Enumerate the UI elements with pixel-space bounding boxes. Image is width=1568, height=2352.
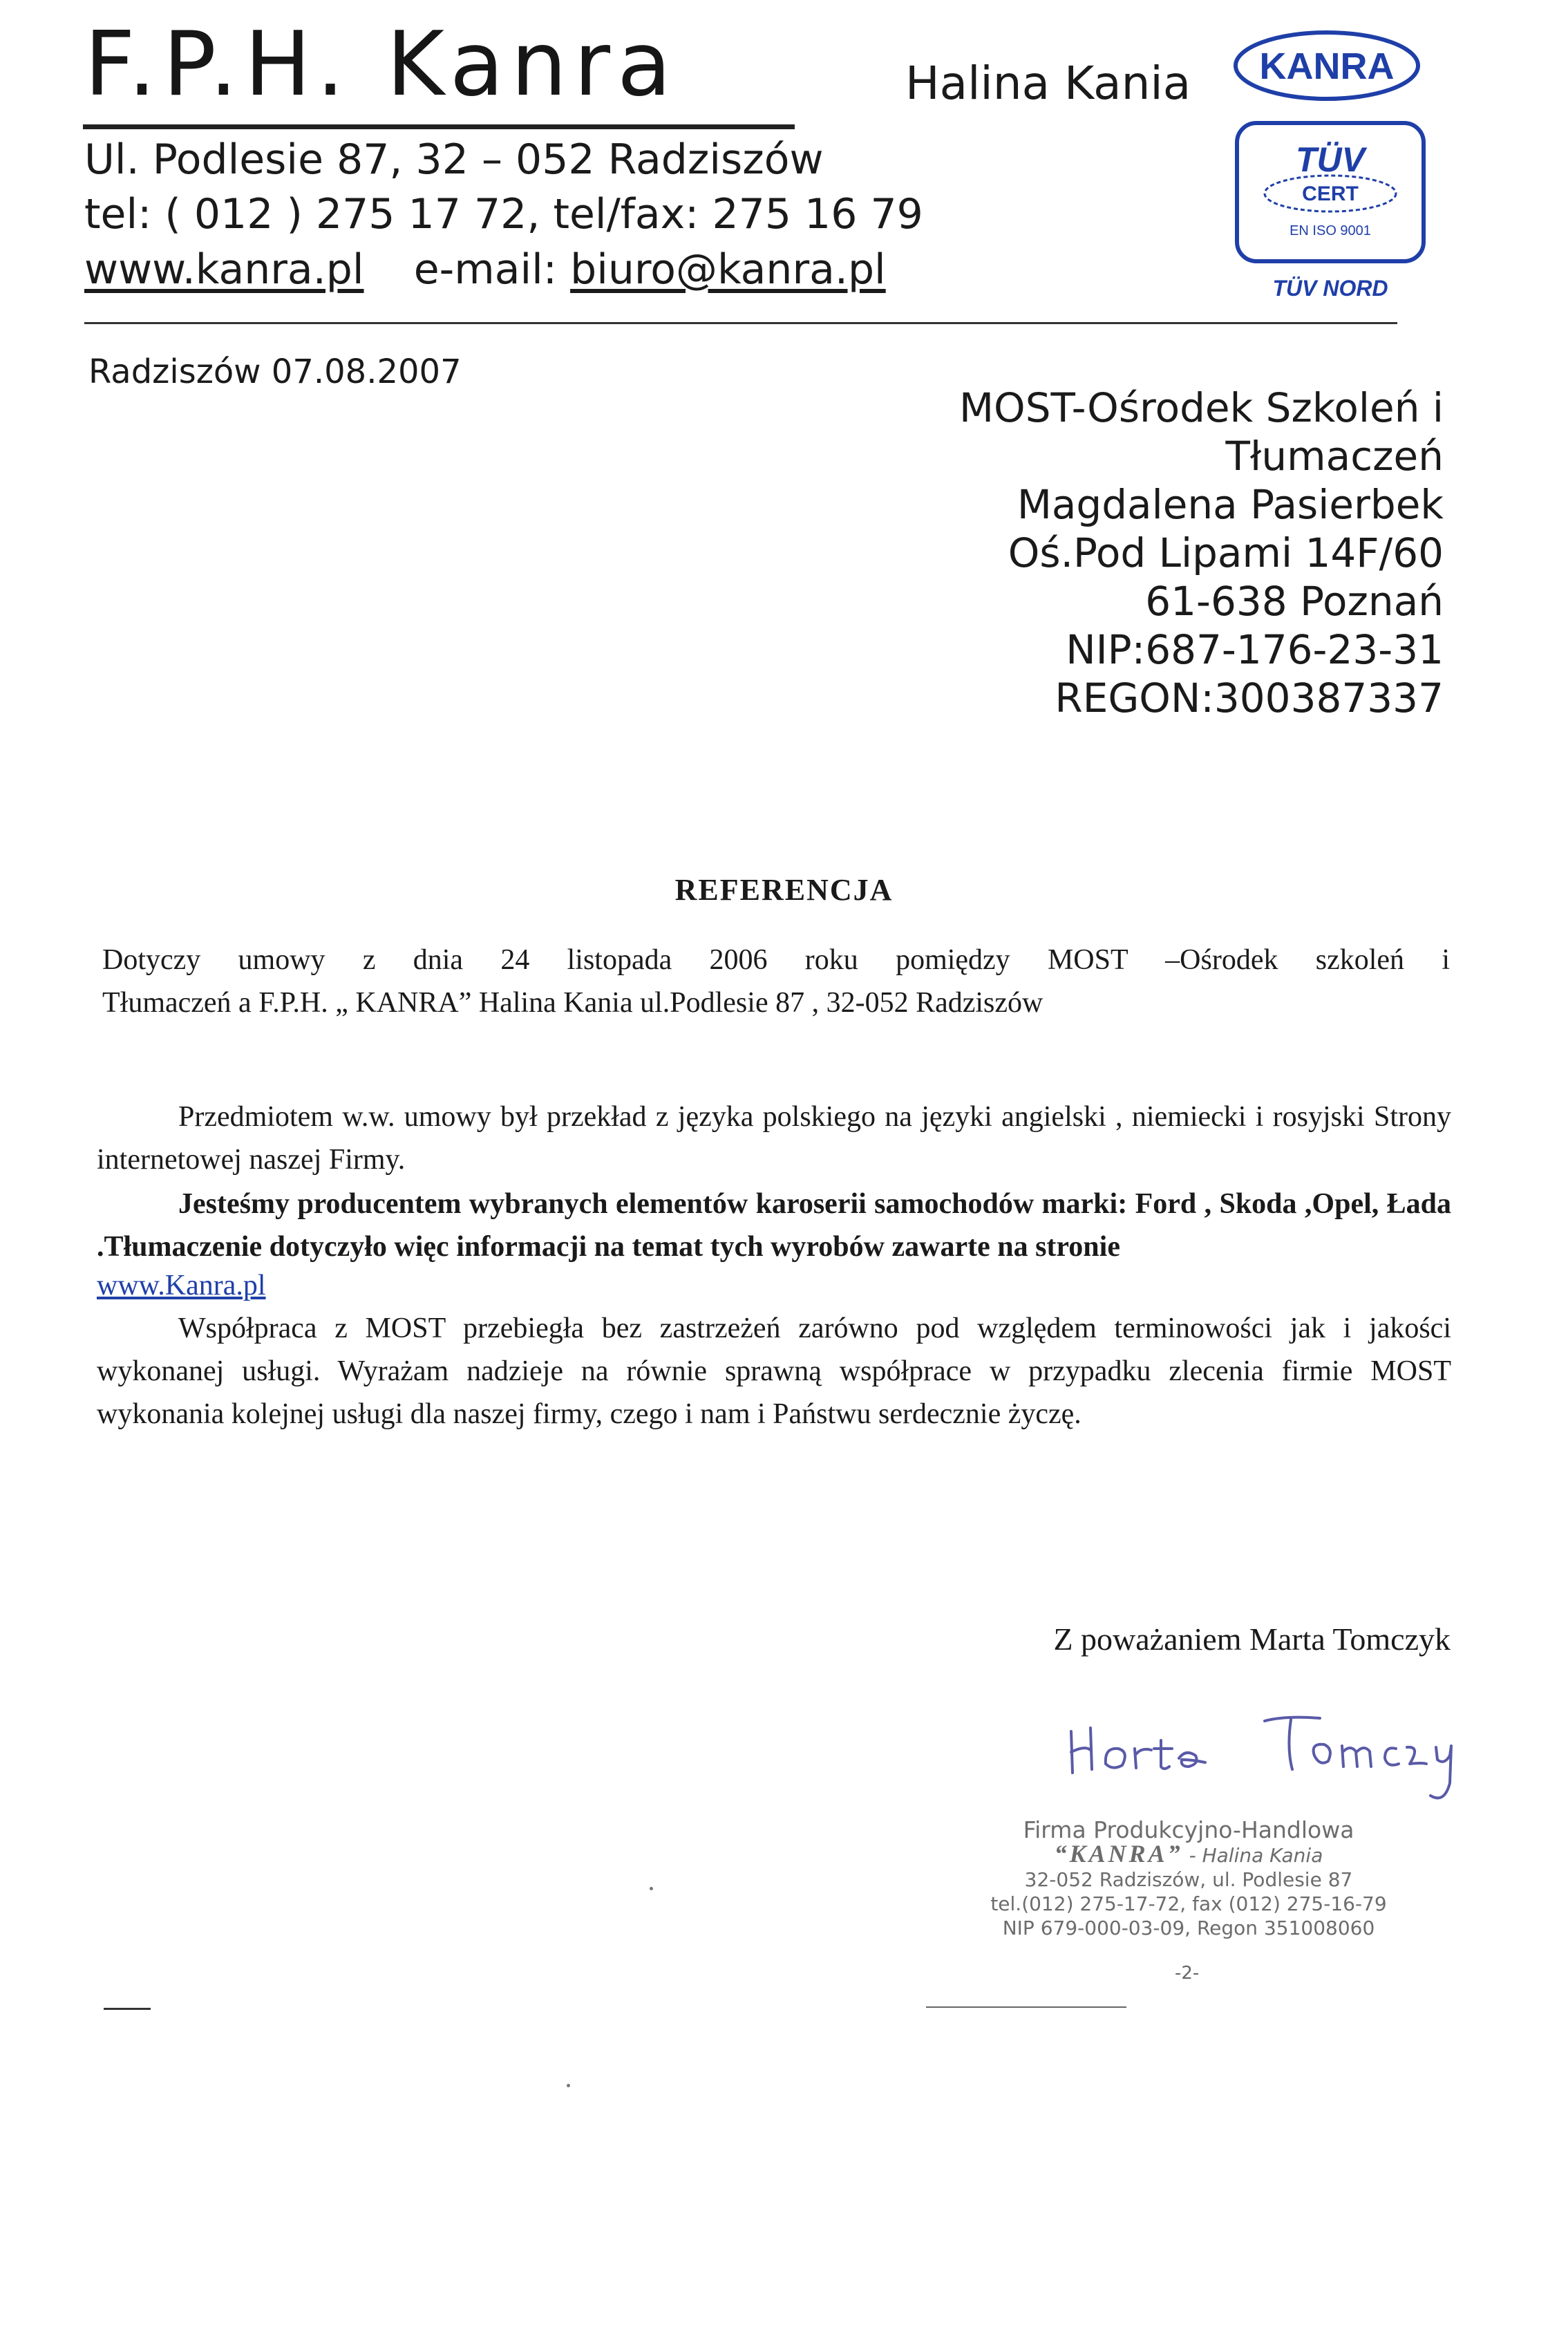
letter-date: Radziszów 07.08.2007 bbox=[88, 352, 462, 391]
recipient-line: REGON:300387337 bbox=[1055, 675, 1444, 722]
company-name-underline bbox=[83, 124, 795, 129]
body-paragraph: Przedmiotem w.w. umowy był przekład z języka polskiego na języki angielski , niemiecki i rosyjski Strony internetowej naszej Firmy. bbox=[97, 1101, 1451, 1176]
company-stamp bbox=[988, 1818, 1389, 1940]
subject-line: Dotyczy umowy z dnia 24 listopada 2006 roku pomiędzy MOST –Ośrodek szkoleń i bbox=[102, 944, 1450, 976]
tuv-cert-logo bbox=[1230, 117, 1430, 311]
svg-text:TÜV: TÜV bbox=[1296, 140, 1365, 179]
owner-name: Halina Kania bbox=[905, 57, 1191, 110]
company-phone: tel: ( 012 ) 275 17 72, tel/fax: 275 16 79 bbox=[84, 190, 923, 238]
recipient-line: Oś.Pod Lipami 14F/60 bbox=[1008, 529, 1444, 576]
stamp-phone: tel.(012) 275-17-72, fax (012) 275-16-79 bbox=[990, 1892, 1387, 1915]
scan-speck bbox=[567, 2084, 570, 2087]
svg-text:CERT: CERT bbox=[1302, 182, 1359, 205]
document-title: REFERENCJA bbox=[674, 873, 894, 907]
closing-line: Z poważaniem Marta Tomczyk bbox=[1053, 1621, 1451, 1657]
website-link[interactable]: www.kanra.pl bbox=[84, 245, 364, 294]
company-address: Ul. Podlesie 87, 32 – 052 Radziszów bbox=[84, 135, 824, 184]
stamp-tax-ids: NIP 679-000-03-09, Regon 351008060 bbox=[1002, 1917, 1375, 1939]
kanra-logo bbox=[1230, 28, 1424, 104]
svg-text:EN ISO 9001: EN ISO 9001 bbox=[1290, 223, 1371, 238]
subject-line: Tłumaczeń a F.P.H. „ KANRA” Halina Kania ul.Podlesie 87 , 32-052 Radziszów bbox=[102, 987, 1043, 1019]
stamp-address: 32-052 Radziszów, ul. Podlesie 87 bbox=[1024, 1868, 1353, 1891]
page-number: -2- bbox=[1175, 1963, 1200, 1984]
recipient-line: NIP:687-176-23-31 bbox=[1066, 626, 1444, 673]
footer-divider-left bbox=[104, 2008, 151, 2010]
stamp-company-type: Firma Produkcyjno-Handlowa bbox=[1023, 1816, 1354, 1843]
recipient-line: MOST-Ośrodek Szkoleń i bbox=[959, 384, 1444, 431]
recipient-line: 61-638 Poznań bbox=[1145, 578, 1444, 625]
recipient-address bbox=[959, 384, 1444, 722]
svg-text:TÜV NORD: TÜV NORD bbox=[1272, 276, 1388, 301]
kanra-logo-text: KANRA bbox=[1259, 46, 1395, 87]
company-web-contact bbox=[84, 245, 886, 294]
email-label: e-mail: bbox=[413, 245, 558, 294]
handwritten-signature bbox=[1057, 1700, 1472, 1811]
company-name: F.P.H. Kanra bbox=[84, 13, 679, 116]
kanra-website-link[interactable]: www.Kanra.pl bbox=[97, 1270, 266, 1301]
body-paragraph: Współpraca z MOST przebiegła bez zastrzeżeń zarówno pod względem terminowości jak i jakości wykonanej usługi. Wyrażam nadzieje na równie sprawną współprace w przypadku zlecenia firmie MOST wykonania kolejnej usługi dla naszej firmy, czego i nam i Państwu serdecznie życzę. bbox=[97, 1313, 1451, 1430]
recipient-line: Magdalena Pasierbek bbox=[1017, 481, 1444, 528]
body-paragraph-bold: Jesteśmy producentem wybranych elementów karoserii samochodów marki: Ford , Skoda ,Opel, Łada .Tłumaczenie dotyczyło więc informacji na temat tych wyrobów zawarte na stronie bbox=[97, 1188, 1451, 1263]
email-link[interactable]: biuro@kanra.pl bbox=[570, 245, 886, 294]
stamp-company-name: “KANRA” bbox=[1054, 1840, 1183, 1868]
stamp-owner: - Halina Kania bbox=[1189, 1844, 1323, 1867]
subject-block bbox=[102, 939, 1450, 1024]
header-divider bbox=[84, 322, 1397, 324]
footer-divider-right bbox=[926, 2006, 1126, 2008]
letter-body bbox=[97, 1095, 1451, 1436]
recipient-line: Tłumaczeń bbox=[1225, 433, 1444, 480]
scan-speck bbox=[650, 1887, 653, 1890]
